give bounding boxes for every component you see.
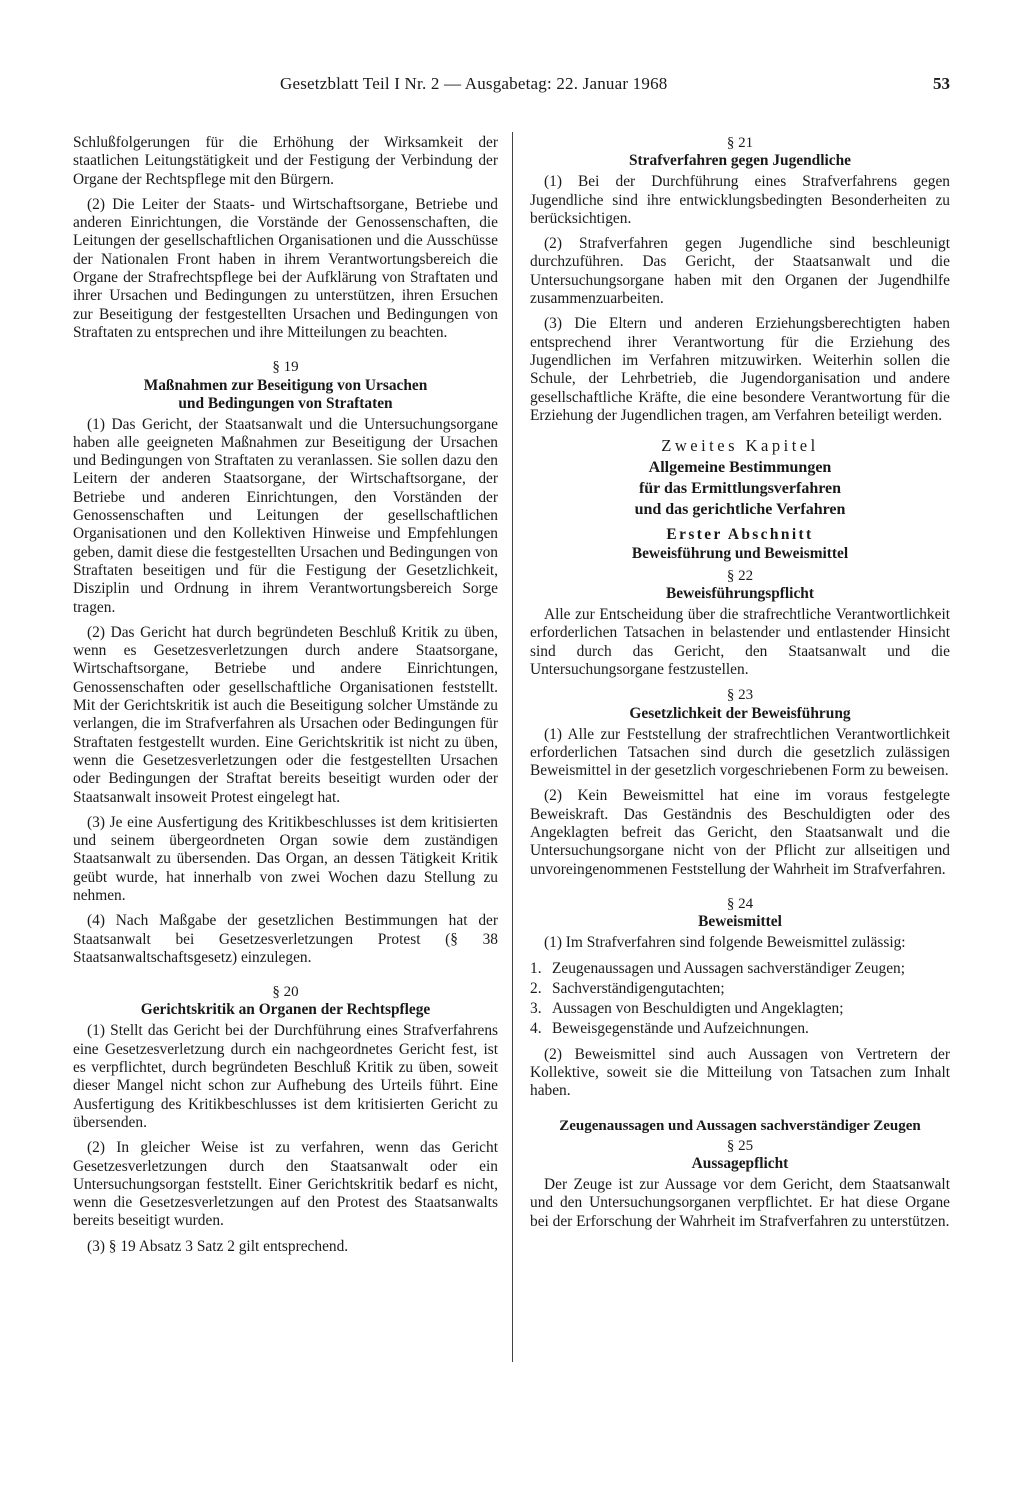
paragraph: (4) Nach Maßgabe der gesetzlichen Bestimmungen hat der Staatsanwalt bei Gesetzesverletzungen Protest (§ 38 Staatsanwaltschaftsgesetz) einzulegen. bbox=[73, 912, 498, 966]
paragraph: (3) Die Eltern und anderen Erziehungsberechtigten haben entsprechend ihrer Verantwortung für die Erziehung des Jugendlichen im Verfahren mitzuwirken. Weiterhin sollen die Schule, der Lehrbetrieb, die Jugendorganisation und andere gesellschaftliche Kräfte, die eine besondere Verantwortung für die Erziehung der Jugendlichen tragen, am Verfahren beteiligt werden. bbox=[530, 315, 950, 424]
section-number-24: § 24 bbox=[726, 895, 754, 912]
section-title-line: und Bedingungen von Straftaten bbox=[178, 394, 393, 412]
list-text: Aussagen von Beschuldigten und Angeklagten; bbox=[552, 1000, 844, 1018]
paragraph: (1) Stellt das Gericht bei der Durchführung eines Strafverfahrens eine Gesetzesverletzung durch ein nachgeordnetes Gericht fest, ist es verpflichtet, durch begründeten Beschluß Kritik zu üben, soweit dieser Mangel nicht schon zur Aufhebung des Urteils führt. Eine Ausfertigung des Kritikbeschlusses ist dem kritisierten Gericht zu übersenden. bbox=[73, 1022, 498, 1131]
section-number-25: § 25 bbox=[726, 1137, 754, 1154]
list-number: 4. bbox=[530, 1020, 542, 1038]
section-number-21: § 21 bbox=[726, 135, 754, 151]
paragraph: (1) Das Gericht, der Staatsanwalt und die Untersuchungsorgane haben alle geeigneten Maßnahmen zur Beseitigung der Ursachen und Bedingungen von Straftaten zu veranlassen. Sie sollen dazu den Leitern der anderen Staatsorgane, der Wirtschaftsorgane, der Betriebe und anderen Einrichtungen, den Vorständen der Genossenschaften und Leitungen der gesellschaftlichen Organisationen und den Kollektiven Hinweise und Empfehlungen geben, damit diese die festgestellten Ursachen und Bedingungen von Straftaten beseitigen und für die Festigung der Gesetzlichkeit, Disziplin und Ordnung in ihrem Verantwortungsbereich Sorge tragen. bbox=[73, 415, 498, 616]
paragraph: (2) In gleicher Weise ist zu verfahren, wenn das Gericht Gesetzesverletzungen durch den Staatsanwalt oder ein Untersuchungsorgan feststellt. Einer Gerichtskritik bedarf es nicht, wenn die Gesetzesverletzungen auf den Protest des Staatsanwalts bereits beseitigt wurden. bbox=[73, 1139, 498, 1230]
paragraph: (3) Je eine Ausfertigung des Kritikbeschlusses ist dem kritisierten und seinem übergeordneten Organ sowie dem zuständigen Staatsanwalt zu übersenden. Das Organ, an dessen Tätigkeit Kritik geübt wurde, hat innerhalb von zwei Wochen dazu Stellung zu nehmen. bbox=[73, 813, 498, 904]
list-item bbox=[530, 1020, 950, 1038]
paragraph: (2) Das Gericht hat durch begründeten Beschluß Kritik zu üben, wenn es Gesetzesverletzungen durch andere Staatsorgane, Wirtschaftsorgane, Betriebe und andere Einrichtungen, Genossenschaften oder gesellschaftliche Organisationen feststellt. Mit der Gerichtskritik ist auch die Beseitigung solcher Umstände zu verlangen, die im Strafverfahren als Ursachen oder Bedingungen für Straftaten festgestellt wurden. Eine Gerichtskritik ist nicht zu üben, wenn die Gesetzesverletzungen oder die festgestellten Ursachen oder Bedingungen der Straftat bereits beseitigt wurden oder der Staatsanwalt insoweit Protest eingelegt hat. bbox=[73, 623, 498, 806]
section-title-line: Maßnahmen zur Beseitigung von Ursachen bbox=[143, 376, 428, 394]
section-number-19: § 19 bbox=[272, 359, 299, 376]
part-heading: Erster Abschnitt bbox=[666, 526, 814, 544]
section-number-22: § 22 bbox=[726, 567, 754, 584]
chapter-heading: Zweites Kapitel bbox=[661, 436, 819, 456]
list-number: 3. bbox=[530, 1000, 542, 1018]
paragraph: (1) Bei der Durchführung eines Strafverfahrens gegen Jugendliche sind ihre entwicklungsbedingten Besonderheiten zu berücksichtigen. bbox=[530, 173, 950, 227]
section-title-19 bbox=[73, 377, 498, 413]
chapter-title-line: und das gerichtliche Verfahren bbox=[634, 501, 846, 519]
page-header bbox=[70, 74, 950, 104]
list-item bbox=[530, 960, 950, 978]
section-title-23: Gesetzlichkeit der Beweisführung bbox=[629, 704, 851, 722]
paragraph: (1) Im Strafverfahren sind folgende Beweismittel zulässig: bbox=[544, 934, 906, 952]
list-text: Zeugenaussagen und Aussagen sachverständiger Zeugen; bbox=[552, 959, 906, 977]
part-title: Beweisführung und Beweismittel bbox=[631, 544, 849, 562]
list-item bbox=[530, 1000, 950, 1018]
section-title-20: Gerichtskritik an Organen der Rechtspflege bbox=[140, 1001, 431, 1019]
column-divider bbox=[512, 132, 513, 1362]
section-title-22: Beweisführungspflicht bbox=[666, 585, 814, 603]
paragraph: Alle zur Entscheidung über die strafrechtliche Verantwortlichkeit erforderlichen Tatsachen in belastender und entlastender Hinsicht sind durch das Gericht, den Staatsanwalt und die Untersuchungsorgane festzustellen. bbox=[530, 606, 950, 678]
chapter-title-line: für das Ermittlungsverfahren bbox=[638, 480, 842, 498]
paragraph: (2) Die Leiter der Staats- und Wirtschaftsorgane, Betriebe und anderen Einrichtungen, die Vorstände der Genossenschaften, die Leitungen der gesellschaftlichen Organisationen und die Ausschüsse der Nationalen Front haben in ihrem Verantwortungsbereich die Organe der Strafrechtspflege bei der Aufklärung von Straftaten und ihrer Ursachen und Bedingungen zu unterstützen, ihren Ersuchen zur Beseitigung der festgestellten Ursachen und Bedingungen von Straftaten zu entsprechen und ihre Mitteilungen zu beachten. bbox=[73, 195, 498, 341]
list-text: Sachverständigengutachten; bbox=[552, 979, 725, 997]
right-column bbox=[530, 134, 950, 1238]
running-title: Gesetzblatt Teil I Nr. 2 — Ausgabetag: 22. Januar 1968 bbox=[280, 74, 668, 93]
list-number: 1. bbox=[530, 959, 542, 977]
section-title-24: Beweismittel bbox=[698, 913, 782, 931]
section-number-20: § 20 bbox=[272, 984, 299, 1001]
page-number: 53 bbox=[933, 74, 950, 93]
paragraph: (3) § 19 Absatz 3 Satz 2 gilt entsprechend. bbox=[87, 1237, 349, 1255]
paragraph-continued: Schlußfolgerungen für die Erhöhung der Wirksamkeit der staatlichen Leitungstätigkeit und der Festigung der Verbindung der Organe der Rechtspflege mit den Bürgern. bbox=[73, 134, 498, 188]
chapter-title bbox=[530, 457, 950, 520]
paragraph: (1) Alle zur Feststellung der strafrechtlichen Verantwortlichkeit erforderlichen Tatsachen sind durch die gesetzlich zulässigen Beweismittel in der gesetzlich vorgeschriebenen Form zu beweisen. bbox=[530, 725, 950, 780]
chapter-title-line: Allgemeine Bestimmungen bbox=[648, 459, 832, 477]
paragraph: (2) Strafverfahren gegen Jugendliche sind beschleunigt durchzuführen. Das Gericht, der Staatsanwalt und die Untersuchungsorgane haben mit den Organen der Jugendhilfe zusammenzuarbeiten. bbox=[530, 235, 950, 308]
section-title-25: Aussagepflicht bbox=[691, 1155, 789, 1173]
list-number: 2. bbox=[530, 979, 542, 997]
paragraph: (2) Kein Beweismittel hat eine im voraus festgelegte Beweiskraft. Das Geständnis des Beschuldigten oder des Angeklagten befreit das Gericht, den Staatsanwalt und die Untersuchungsorgane nicht von der Pflicht zur allseitigen und unvoreingenommenen Feststellung der Wahrheit im Strafverfahren. bbox=[530, 787, 950, 878]
list-text: Beweisgegenstände und Aufzeichnungen. bbox=[552, 1020, 809, 1038]
subsection-heading: Zeugenaussagen und Aussagen sachverständiger Zeugen bbox=[559, 1117, 921, 1134]
evidence-list bbox=[530, 960, 950, 1039]
left-column bbox=[73, 134, 498, 1263]
list-item bbox=[530, 980, 950, 998]
paragraph: Der Zeuge ist zur Aussage vor dem Gericht, dem Staatsanwalt und den Untersuchungsorganen verpflichtet. Er hat diese Organe bei der Erforschung der Wahrheit im Strafverfahren zu unterstützen. bbox=[530, 1176, 950, 1230]
section-title-21: Strafverfahren gegen Jugendliche bbox=[629, 152, 851, 170]
paragraph: (2) Beweismittel sind auch Aussagen von Vertretern der Kollektive, soweit sie die Mitteilung von Tatsachen zum Inhalt haben. bbox=[530, 1045, 950, 1100]
section-number-23: § 23 bbox=[726, 687, 754, 704]
